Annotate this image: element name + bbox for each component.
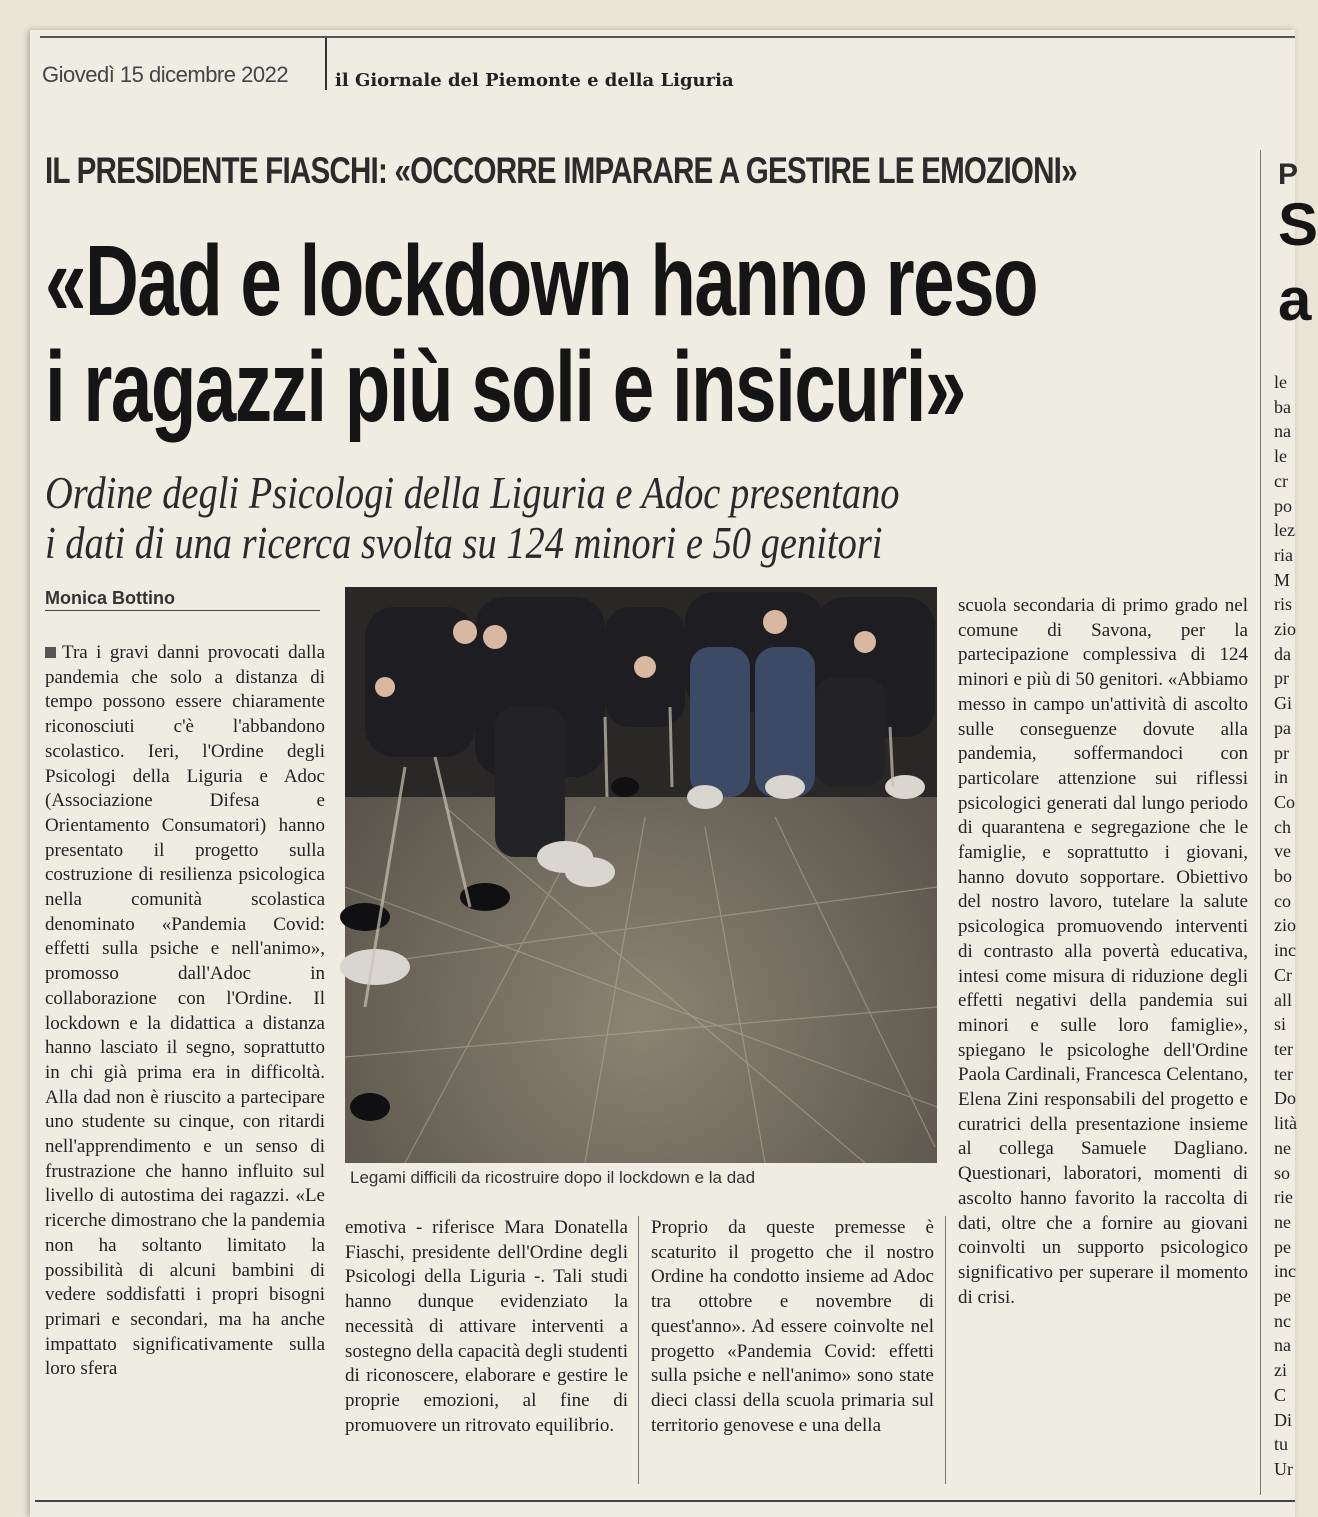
column-3-text: Proprio da queste premesse è scaturito il progetto che il nostro Ordine ha condotto insieme ad Adoc tra ottobre e novembre di quest'anno». Ad essere coinvolte nel progetto «Pandemia Covid: effetti sulla psiche e nell'animo» sono state dieci classi della scuola primaria sul territorio genovese e una della [651, 1217, 934, 1436]
adjacent-line-fragment: po [1274, 495, 1292, 516]
adjacent-line-fragment: C [1274, 1384, 1287, 1405]
photo-illustration [345, 587, 937, 1163]
paragraph-marker-icon [45, 647, 56, 658]
subhead-line-1: Ordine degli Psicologi della Liguria e Adoc presentano [45, 468, 900, 518]
adjacent-line-fragment: na [1274, 421, 1291, 442]
adjacent-line-fragment: so [1274, 1162, 1291, 1183]
byline-rule [45, 610, 320, 611]
article-subhead [45, 468, 1242, 568]
adjacent-line-fragment: tu [1274, 1434, 1289, 1455]
adjacent-line-fragment: si [1274, 1014, 1287, 1035]
adjacent-text-fragments [1274, 370, 1304, 1482]
adjacent-line-fragment: Cr [1274, 964, 1292, 985]
adjacent-article-fragment [1258, 140, 1318, 1517]
photo-caption: Legami difficili da ricostruire dopo il lockdown e la dad [350, 1168, 756, 1187]
adjacent-line-fragment: ter [1274, 1063, 1293, 1084]
column-4-text: scuola secondaria di primo grado nel comune di Savona, per la partecipazione complessiva di 124 minori e più di 50 genitori. «Abbiamo messo in campo un'attività di ascolto sulle conseguenze dovute alla pandemia, soffermandoci con particolare attenzione sui riflessi psicologici generati dal lungo periodo di quarantena e segregazione che le famiglie, e soprattutto i giovani, hanno dovuto sopportare. Obiettivo del nostro lavoro, tutelare la salute psicologica promuovendo interventi di contrasto alla povertà educativa, intesi come misura di riduzione degli effetti negativi della pandemia sui minori e sulle loro famiglie», spiegano le psicologhe dell'Ordine Paola Cardinali, Francesca Celentano, Elena Zini responsabili del progetto e curatrici della presentazione insieme al collega Samuele Dagliano. Questionari, laboratori, momenti di ascolto hanno favorito la raccolta di dati, oltre che a fornire au giovani coinvolti un supporto psicologico significativo per superare il momento di crisi. [958, 595, 1248, 1308]
article-column-4 [958, 594, 1248, 1310]
adjacent-line-fragment: Co [1274, 791, 1296, 812]
adjacent-line-fragment: inc [1274, 940, 1296, 961]
column-1-text: Tra i gravi danni provocati dalla pandemia che solo a distanza di tempo possono essere chiaramente riconosciuti c'è l'abbandono scolastico. Ieri, l'Ordine degli Psicologi della Liguria e Adoc (Associazione Difesa e Orientamento Consumatori) hanno presentato il progetto sulla costruzione di resilienza psicologica nella comunità scolastica denominato «Pandemia Covid: effetti sulla psiche e nell'animo», promosso dall'Adoc in collaborazione con l'Ordine. Il lockdown e la didattica a distanza hanno lasciato il segno, soprattutto in chi già prima era in difficoltà. Alla dad non è riuscito a partecipare uno studente su cinque, con ritardi nell'apprendimento e un senso di frustrazione che hanno influito sul livello di autostima dei ragazzi. «Le ricerche dimostrano che la pandemia non ha soltanto limitato la possibilità di alcuni bambini di vedere soddisfatti i propri bisogni primari e secondari, ma ha anche impattato significativamente sulla loro sfera [45, 642, 325, 1380]
byline: Monica Bottino [45, 588, 175, 608]
adjacent-line-fragment: ne [1274, 1137, 1291, 1158]
column-divider [638, 1216, 639, 1484]
adjacent-line-fragment: co [1274, 890, 1291, 911]
article-kicker: IL PRESIDENTE FIASCHI: «OCCORRE IMPARARE A GESTIRE LE EMOZIONI» [45, 150, 1077, 191]
adjacent-line-fragment: lità [1274, 1113, 1297, 1134]
page-bottom-rule [35, 1500, 1295, 1502]
adjacent-line-fragment: pr [1274, 742, 1289, 763]
adjacent-kicker-fragment: P [1278, 158, 1299, 191]
adjacent-line-fragment: in [1274, 767, 1289, 788]
adjacent-headline-fragment-2: a [1278, 266, 1312, 333]
issue-date: Giovedì 15 dicembre 2022 [42, 62, 289, 87]
adjacent-line-fragment: pa [1274, 717, 1291, 738]
masthead-rule [40, 36, 1295, 38]
adjacent-line-fragment: zio [1274, 915, 1296, 936]
subhead-line-2: i dati di una ricerca svolta su 124 minori e 50 genitori [45, 518, 883, 568]
adjacent-headline-fragment-1: S [1278, 191, 1318, 258]
adjacent-line-fragment: ch [1274, 816, 1291, 837]
adjacent-line-fragment: bo [1274, 866, 1292, 887]
adjacent-line-fragment: Do [1274, 1088, 1296, 1109]
article-column-2 [345, 1216, 628, 1438]
adjacent-line-fragment: Di [1274, 1409, 1292, 1430]
adjacent-line-fragment: M [1274, 569, 1291, 590]
adjacent-line-fragment: ve [1274, 841, 1291, 862]
newspaper-name: il Giornale del Piemonte e della Liguria [335, 70, 734, 91]
adjacent-line-fragment: ne [1274, 1211, 1291, 1232]
article-column-1 [45, 641, 325, 1382]
adjacent-line-fragment: pr [1274, 668, 1289, 689]
headline-line-1: «Dad e lockdown hanno reso [45, 225, 1038, 337]
adjacent-line-fragment: da [1274, 643, 1291, 664]
adjacent-line-fragment: zi [1274, 1360, 1287, 1381]
article-column-3 [651, 1216, 934, 1438]
adjacent-line-fragment: rie [1274, 1187, 1293, 1208]
adjacent-line-fragment: ter [1274, 1038, 1293, 1059]
adjacent-line-fragment: ba [1274, 396, 1291, 417]
column-2-text: emotiva - riferisce Mara Donatella Fiaschi, presidente dell'Ordine degli Psicologi della Liguria -. Tali studi hanno dunque evidenziato la necessità di attivare interventi a sostegno della capacità degli studenti di riconoscere, elaborare e gestire le proprie emozioni, al fine di promuovere un ritrovato equilibrio. [345, 1217, 628, 1436]
article-photo [345, 587, 937, 1163]
adjacent-line-fragment: nc [1274, 1310, 1291, 1331]
adjacent-line-fragment: pe [1274, 1236, 1291, 1257]
column-divider [945, 1216, 946, 1484]
masthead-divider [325, 38, 327, 90]
adjacent-line-fragment: cr [1274, 470, 1288, 491]
adjacent-line-fragment: Ur [1274, 1458, 1293, 1479]
headline-line-2: i ragazzi più soli e insicuri» [45, 331, 965, 443]
adjacent-line-fragment: inc [1274, 1261, 1296, 1282]
adjacent-line-fragment: na [1274, 1335, 1291, 1356]
adjacent-line-fragment: zio [1274, 619, 1296, 640]
adjacent-line-fragment: le [1274, 446, 1287, 467]
adjacent-line-fragment: le [1274, 372, 1287, 392]
adjacent-line-fragment: all [1274, 989, 1292, 1010]
adjacent-line-fragment: Gi [1274, 693, 1292, 714]
adjacent-line-fragment: lez [1274, 520, 1295, 541]
article-headline [45, 225, 1088, 443]
adjacent-line-fragment: ris [1274, 594, 1292, 615]
adjacent-line-fragment: ria [1274, 544, 1293, 565]
adjacent-line-fragment: pe [1274, 1286, 1291, 1307]
